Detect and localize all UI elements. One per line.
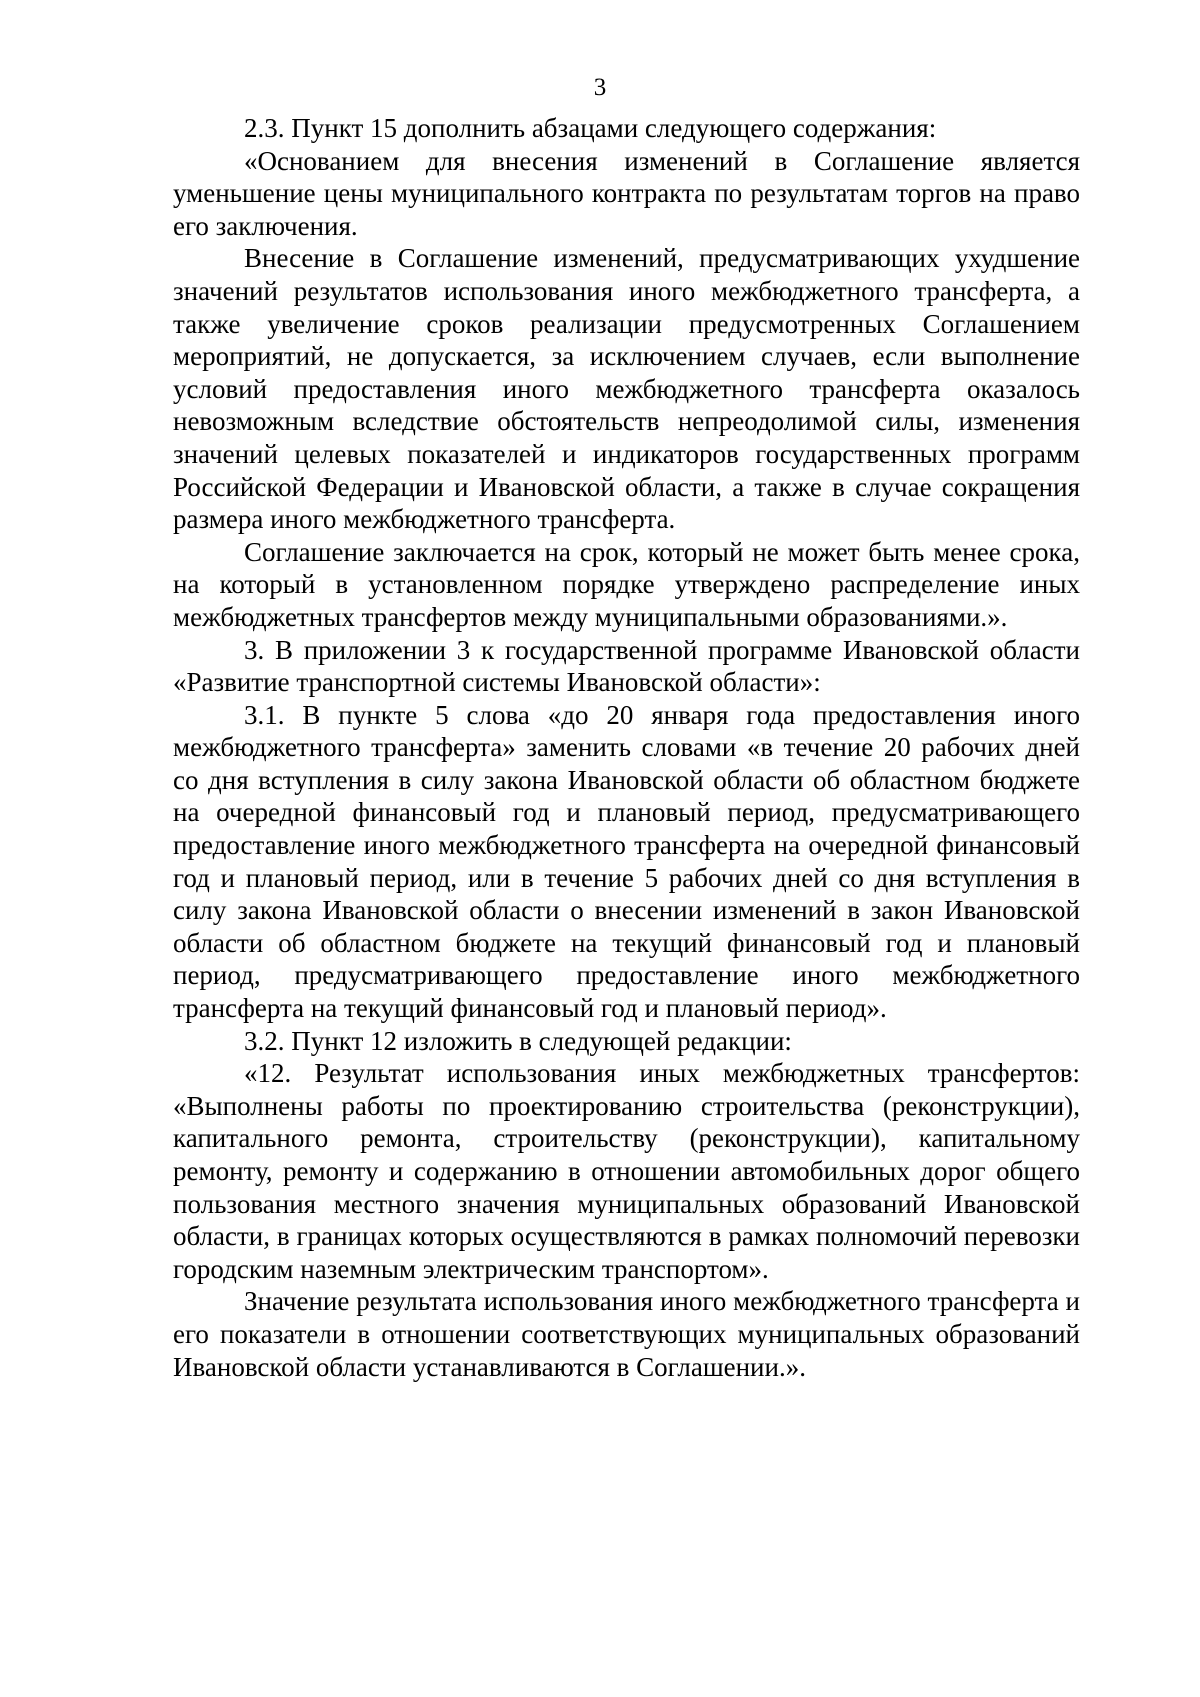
paragraph-3-2: 3.2. Пункт 12 изложить в следующей редакции: [244,1025,792,1056]
paragraph-3-1: 3.1. В пункте 5 слова «до 20 января года предоставления иного межбюджетного трансферта» заменить словами «в течение 20 рабочих дней со дня вступления в силу закона Ивановской области об областном бюджете на очередной финансовый год и плановый период, предусматривающего предоставление иного межбюджетного трансферта на очередной финансовый год и плановый период, или в течение 5 рабочих дней со дня вступления в силу закона Ивановской области о внесении изменений в закон Ивановской области об областном бюджете на текущий финансовый год и плановый период, предусматривающего предоставление иного межбюджетного трансферта на текущий финансовый год и плановый период». [173,699,1080,1024]
paragraph-3-appendix: 3. В приложении 3 к государственной программе Ивановской области «Развитие транспортной системы Ивановской области»: [173,634,1080,698]
document-body [173,112,1080,1383]
paragraph-grounds-for-amendment: «Основанием для внесения изменений в Соглашение является уменьшение цены муниципального контракта по результатам торгов на право его заключения. [173,145,1080,241]
paragraph-result-12: «12. Результат использования иных межбюджетных трансфертов: «Выполнены работы по проектированию строительства (реконструкции), капитального ремонта, строительству (реконструкции), капитальному ремонту, ремонту и содержанию в отношении автомобильных дорог общего пользования местного значения муниципальных образований Ивановской области, в границах которых осуществляются в рамках полномочий перевозки городским наземным электрическим транспортом». [173,1058,1080,1284]
page-number: 3 [593,74,607,101]
paragraph-2-3-heading: 2.3. Пункт 15 дополнить абзацами следующего содержания: [244,113,937,143]
paragraph-agreement-term: Соглашение заключается на срок, который не может быть менее срока, на который в установленном порядке утверждено распределение иных межбюджетных трансфертов между муниципальными образованиями.». [173,536,1080,632]
paragraph-amendment-restrictions: Внесение в Соглашение изменений, предусматривающих ухудшение значений результатов использования иного межбюджетного трансферта, а также увеличение сроков реализации предусмотренных Соглашением мероприятий, не допускается, за исключением случаев, если выполнение условий предоставления иного межбюджетного трансферта оказалось невозможным вследствие обстоятельств непреодолимой силы, изменения значений целевых показателей и индикаторов государственных программ Российской Федерации и Ивановской области, а также в случае сокращения размера иного межбюджетного трансферта. [173,243,1080,535]
paragraph-result-value: Значение результата использования иного межбюджетного трансферта и его показатели в отношении соответствующих муниципальных образований Ивановской области устанавливаются в Соглашении.». [173,1286,1080,1382]
